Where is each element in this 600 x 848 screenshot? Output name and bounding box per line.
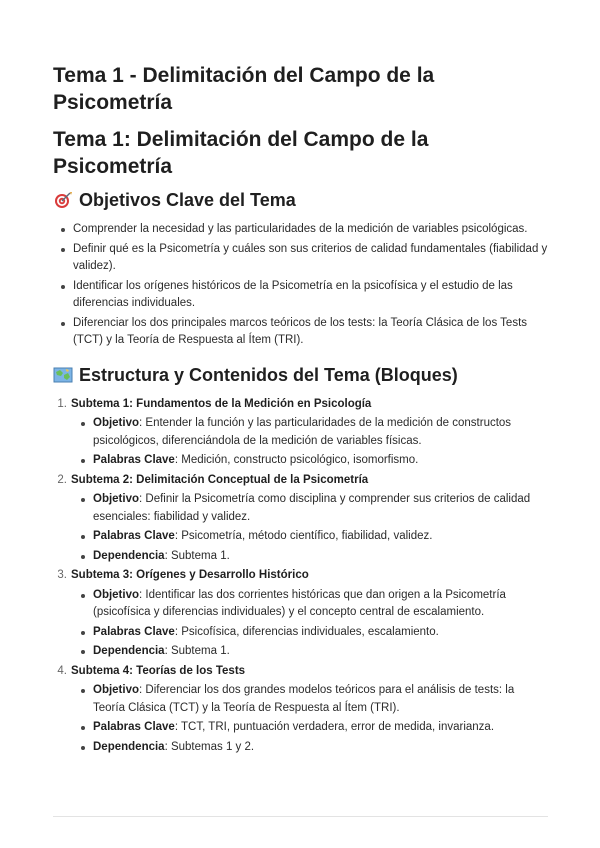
- subtema-details: [71, 587, 548, 661]
- list-item: [93, 415, 548, 450]
- detail-text: : Subtema 1.: [164, 645, 230, 657]
- detail-label: Palabras Clave: [93, 530, 175, 542]
- structure-heading: [53, 364, 548, 386]
- detail-text: : Diferenciar los dos grandes modelos teóricos para el análisis de tests: la Teoría Clásica (TCT) y la Teoría de Respuesta al Ítem (TRI).: [93, 684, 515, 714]
- objectives-heading-text: Objetivos Clave del Tema: [79, 190, 296, 210]
- list-item: [57, 472, 548, 566]
- subtema-title: Subtema 2: Delimitación Conceptual de la Psicometría: [71, 473, 369, 486]
- detail-label: Objetivo: [93, 588, 140, 601]
- detail-label: Objetivo: [93, 417, 140, 429]
- detail-text: : Medición, constructo psicológico, isomorfismo.: [174, 454, 419, 466]
- blocks-list: [53, 396, 548, 757]
- list-item: [57, 567, 548, 661]
- list-item: [93, 491, 548, 526]
- item-number: 1.: [57, 397, 67, 410]
- detail-text: : Subtema 1.: [164, 549, 230, 562]
- subtema-title: Subtema 4: Teorías de los Tests: [71, 664, 246, 677]
- list-item: Definir qué es la Psicometría y cuáles son sus criterios de calidad fundamentales (fiabilidad y validez).: [73, 241, 548, 276]
- page-title: Tema 1 - Delimitación del Campo de la Psicometría: [53, 64, 435, 114]
- list-item: Diferenciar los dos principales marcos teóricos de los tests: la Teoría Clásica de los Tests (TCT) y la Teoría de Respuesta al Ítem (TRI).: [73, 315, 548, 350]
- detail-label: Dependencia: [93, 740, 165, 753]
- detail-text: : Psicofísica, diferencias individuales, escalamiento.: [174, 625, 439, 638]
- list-item: [93, 528, 548, 546]
- list-item: Comprender la necesidad y las particularidades de la medición de variables psicológicas.: [73, 221, 548, 239]
- footer-divider: [53, 816, 548, 817]
- item-number: 2.: [57, 473, 67, 486]
- subtema-title: Subtema 1: Fundamentos de la Medición en Psicología: [71, 397, 372, 410]
- list-item: [93, 643, 548, 661]
- detail-text: : TCT, TRI, puntuación verdadera, error de medida, invarianza.: [174, 721, 495, 733]
- detail-label: Dependencia: [93, 549, 165, 562]
- list-item: [57, 663, 548, 757]
- detail-label: Palabras Clave: [93, 721, 175, 733]
- detail-text: : Subtemas 1 y 2.: [164, 740, 255, 753]
- detail-text: : Entender la función y las particularidades de la medición de constructos psicológicos, diferenciándola de la medición de variables físicas.: [93, 417, 512, 447]
- list-item: [57, 396, 548, 470]
- structure-heading-text: Estructura y Contenidos del Tema (Bloques): [79, 364, 458, 385]
- detail-label: Dependencia: [93, 645, 165, 657]
- list-item: Identificar los orígenes históricos de la Psicometría en la psicofísica y el estudio de las diferencias individuales.: [73, 278, 548, 313]
- objectives-list: [53, 221, 548, 350]
- list-item: [93, 548, 548, 566]
- subtema-details: [71, 682, 548, 756]
- objectives-heading: [53, 189, 548, 211]
- list-item: [93, 587, 548, 622]
- item-number: 3.: [57, 569, 67, 581]
- subtema-title: Subtema 3: Orígenes y Desarrollo Histórico: [71, 569, 309, 581]
- detail-text: : Identificar las dos corrientes históricas que dan origen a la Psicometría (psicofísica y diferencias individuales) y el concepto central de escalamiento.: [93, 588, 506, 618]
- detail-label: Palabras Clave: [93, 625, 175, 638]
- list-item: [93, 452, 548, 470]
- list-item: [93, 624, 548, 642]
- detail-label: Palabras Clave: [93, 454, 175, 466]
- list-item: [93, 739, 548, 757]
- detail-text: : Definir la Psicometría como disciplina y comprender sus criterios de calidad esenciales: fiabilidad y validez.: [93, 493, 531, 523]
- detail-text: : Psicometría, método científico, fiabilidad, validez.: [174, 530, 433, 542]
- list-item: [93, 682, 548, 717]
- list-item: [93, 719, 548, 737]
- detail-label: Objetivo: [93, 493, 140, 505]
- item-number: 4.: [57, 664, 67, 677]
- subtema-details: [71, 491, 548, 565]
- detail-label: Objetivo: [93, 684, 140, 696]
- section-title: Tema 1: Delimitación del Campo de la Psicometría: [53, 128, 429, 178]
- subtema-details: [71, 415, 548, 470]
- target-icon: [53, 191, 73, 209]
- map-icon: [53, 366, 73, 384]
